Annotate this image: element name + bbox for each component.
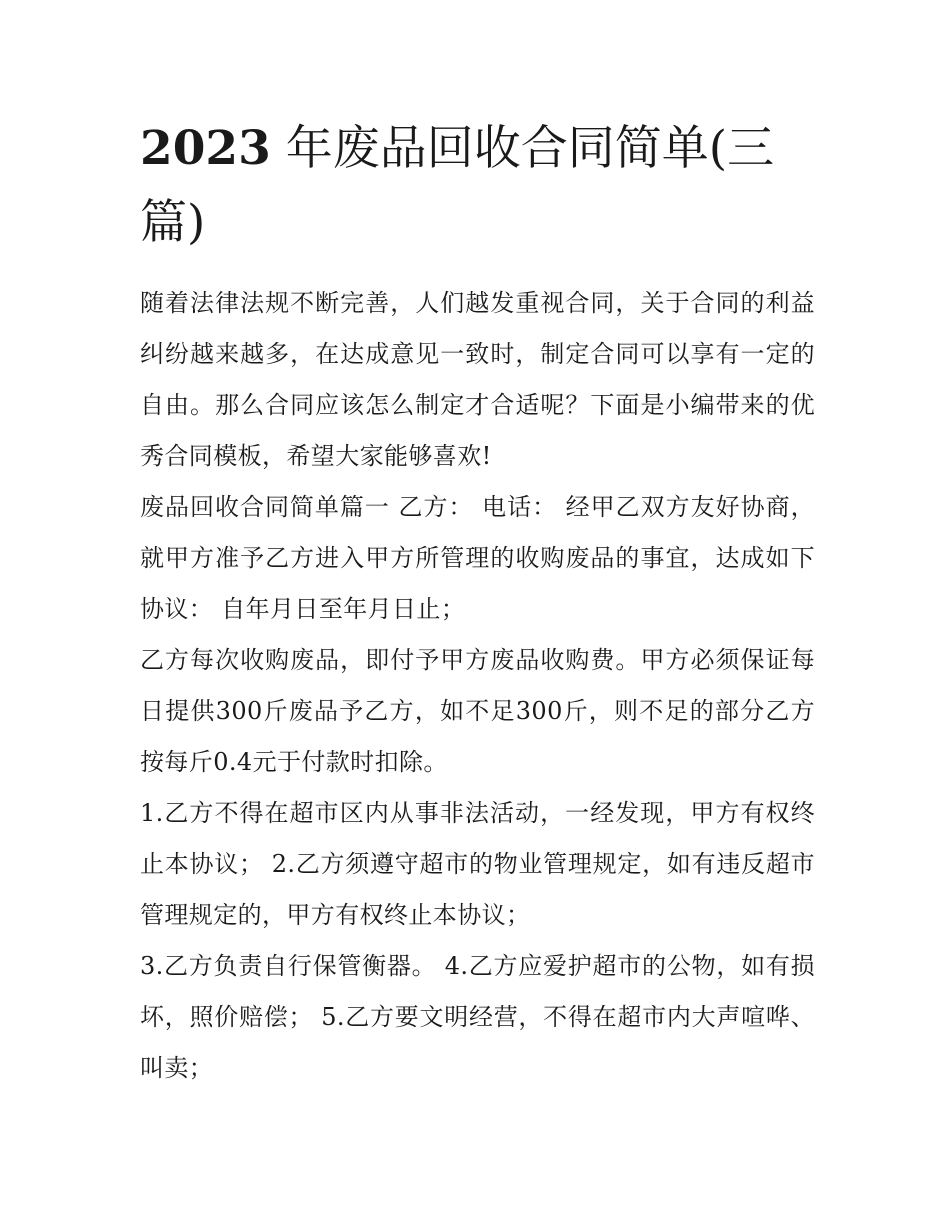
document-page bbox=[140, 112, 815, 1094]
paragraph-terms-1-2: 1.乙方不得在超市区内从事非法活动，一经发现，甲方有权终止本协议； 2.乙方须遵守超市的物业管理规定，如有违反超市管理规定的，甲方有权终止本协议； bbox=[140, 799, 815, 929]
paragraph-contract-1: 废品回收合同简单篇一 乙方： 电话： 经甲乙双方友好协商，就甲方准予乙方进入甲方所管理的收购废品的事宜，达成如下协议： 自年月日至年月日止； bbox=[140, 493, 815, 623]
title-text: 年废品回收合同简单(三篇) bbox=[140, 121, 775, 250]
paragraph-intro: 随着法律法规不断完善，人们越发重视合同，关于合同的利益纠纷越来越多，在达成意见一致时，制定合同可以享有一定的自由。那么合同应该怎么制定才合适呢？下面是小编带来的优秀合同模板，希望大家能够喜欢! bbox=[140, 289, 815, 470]
paragraph-terms-3-5: 3.乙方负责自行保管衡器。 4.乙方应爱护超市的公物，如有损坏，照价赔偿； 5.乙方要文明经营，不得在超市内大声喧哗、叫卖； bbox=[140, 952, 815, 1082]
document-title bbox=[140, 112, 815, 260]
paragraph-fee: 乙方每次收购废品，即付予甲方废品收购费。甲方必须保证每日提供300斤废品予乙方，如不足300斤，则不足的部分乙方按每斤0.4元于付款时扣除。 bbox=[140, 646, 815, 776]
title-year: 2023 bbox=[140, 121, 271, 176]
